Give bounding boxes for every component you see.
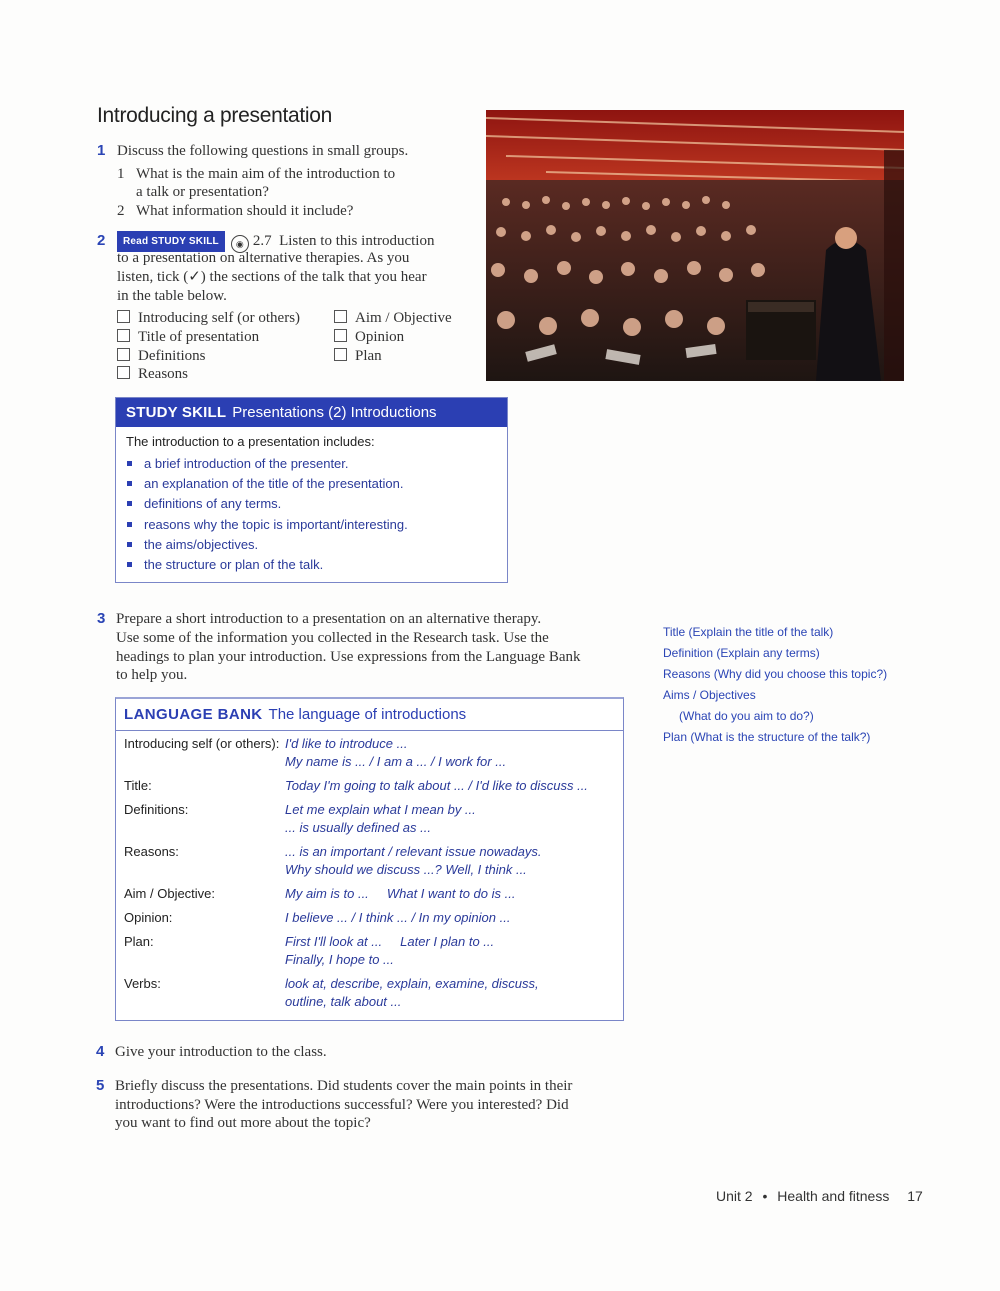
question-1-sub2: What information should it include? <box>136 203 354 219</box>
lb-row-value: ... is an important / relevant issue nowadays. <box>285 844 542 859</box>
question-2-number: 2 <box>97 232 106 249</box>
question-3-line1: Prepare a short introduction to a presentation on an alternative therapy. <box>116 611 542 627</box>
question-2-line2: to a presentation on alternative therapies. As you <box>117 250 410 266</box>
question-4-text: Give your introduction to the class. <box>115 1044 327 1060</box>
side-note: Plan (What is the structure of the talk?) <box>663 730 871 744</box>
footer-topic: Health and fitness <box>777 1188 890 1204</box>
lb-row-value: Why should we discuss ...? Well, I think ... <box>285 862 527 877</box>
question-3-line2: Use some of the information you collected in the Research task. Use the <box>116 630 549 646</box>
list-item: an explanation of the title of the presentation. <box>126 474 408 494</box>
side-note: Reasons (Why did you choose this topic?) <box>663 667 888 681</box>
checkbox[interactable] <box>334 329 347 342</box>
question-5-line3: you want to find out more about the topic? <box>115 1115 371 1131</box>
footer-separator: • <box>762 1188 768 1204</box>
lb-row-value: First I'll look at ... Later I plan to ... <box>285 934 495 949</box>
checklist-item[interactable]: Plan <box>334 347 382 366</box>
question-5-line1: Briefly discuss the presentations. Did students cover the main points in their <box>115 1078 573 1094</box>
lb-row-value: My name is ... / I am a ... / I work for ... <box>285 754 507 769</box>
checklist-item[interactable]: Introducing self (or others) <box>117 309 300 328</box>
lb-row-label: Aim / Objective: <box>124 886 216 901</box>
lb-row-value: I believe ... / I think ... / In my opinion ... <box>285 910 511 925</box>
lecture-hall-illustration <box>486 110 904 381</box>
divider <box>116 730 623 731</box>
study-skill-box <box>115 397 508 583</box>
checklist-item[interactable]: Opinion <box>334 328 404 347</box>
checkbox[interactable] <box>117 348 130 361</box>
side-note: Title (Explain the title of the talk) <box>663 625 834 639</box>
lb-row-label: Definitions: <box>124 802 189 817</box>
checkbox[interactable] <box>117 329 130 342</box>
list-item: definitions of any terms. <box>126 494 408 514</box>
audio-cd-icon: ◉ <box>231 235 249 253</box>
list-item: a brief introduction of the presenter. <box>126 454 408 474</box>
checklist-item[interactable]: Reasons <box>117 365 188 384</box>
question-1-sub1-line1: What is the main aim of the introduction to <box>136 166 396 182</box>
question-2-line1-text: Listen to this introduction <box>279 233 435 249</box>
study-skill-title: Presentations (2) Introductions <box>232 404 437 421</box>
lb-row-value: Let me explain what I mean by ... <box>285 802 476 817</box>
checklist-item[interactable]: Title of presentation <box>117 328 259 347</box>
study-skill-intro: The introduction to a presentation includes: <box>126 434 375 449</box>
lb-row-value: Today I'm going to talk about ... / I'd like to discuss ... <box>285 778 588 793</box>
checkbox[interactable] <box>334 310 347 323</box>
lb-row-value: My aim is to ... What I want to do is ... <box>285 886 516 901</box>
page-number: 17 <box>907 1188 923 1204</box>
lb-row-value: outline, talk about ... <box>285 994 402 1009</box>
language-bank-header <box>124 706 466 723</box>
checkbox[interactable] <box>334 348 347 361</box>
checklist-item[interactable]: Aim / Objective <box>334 309 452 328</box>
question-2-line4: in the table below. <box>117 288 227 304</box>
lecture-hall-photo <box>486 110 904 381</box>
page-title: Introducing a presentation <box>97 104 333 127</box>
question-1-number: 1 <box>97 142 106 159</box>
language-bank-title: The language of introductions <box>268 706 467 723</box>
question-1-text: Discuss the following questions in small groups. <box>117 143 409 159</box>
footer-unit: Unit 2 <box>716 1188 753 1204</box>
lb-row-value: I'd like to introduce ... <box>285 736 408 751</box>
lb-row-label: Introducing self (or others): <box>124 736 280 751</box>
question-3-number: 3 <box>97 610 106 627</box>
lb-row-value: look at, describe, explain, examine, discuss, <box>285 976 539 991</box>
list-item: the aims/objectives. <box>126 535 408 555</box>
lb-row-label: Plan: <box>124 934 154 949</box>
lb-row-label: Title: <box>124 778 152 793</box>
list-item: reasons why the topic is important/interesting. <box>126 515 408 535</box>
question-3-line3: headings to plan your introduction. Use expressions from the Language Bank <box>116 649 581 665</box>
question-1-sub1-number: 1 <box>117 166 125 182</box>
side-note: Definition (Explain any terms) <box>663 646 820 660</box>
question-5-number: 5 <box>96 1077 105 1094</box>
side-note: Aims / Objectives <box>663 688 756 702</box>
question-5-line2: introductions? Were the introductions successful? Were you interested? Did <box>115 1097 569 1113</box>
checkbox[interactable] <box>117 310 130 323</box>
side-note: (What do you aim to do?) <box>679 709 814 723</box>
study-skill-header <box>116 398 507 427</box>
lb-row-value: Finally, I hope to ... <box>285 952 394 967</box>
study-skill-label: STUDY SKILL <box>126 404 227 421</box>
language-bank-label: LANGUAGE BANK <box>124 706 263 723</box>
lb-row-label: Verbs: <box>124 976 161 991</box>
language-bank-box <box>115 697 624 1021</box>
lb-row-label: Reasons: <box>124 844 179 859</box>
audio-track-number: 2.7 <box>252 233 272 249</box>
question-4-number: 4 <box>96 1043 105 1060</box>
checklist-item[interactable]: Definitions <box>117 347 206 366</box>
list-item: the structure or plan of the talk. <box>126 555 408 575</box>
question-2-line3: listen, tick (✓) the sections of the talk that you hear <box>117 269 427 285</box>
study-skill-list <box>126 454 408 575</box>
page-footer <box>716 1188 923 1204</box>
lb-row-label: Opinion: <box>124 910 173 925</box>
checkbox[interactable] <box>117 366 130 379</box>
lb-row-value: ... is usually defined as ... <box>285 820 431 835</box>
question-1-sub1-line2: a talk or presentation? <box>136 184 269 200</box>
question-3-line4: to help you. <box>116 667 188 683</box>
read-study-skill-badge: Read STUDY SKILL <box>117 231 225 252</box>
question-1-sub2-number: 2 <box>117 203 125 219</box>
